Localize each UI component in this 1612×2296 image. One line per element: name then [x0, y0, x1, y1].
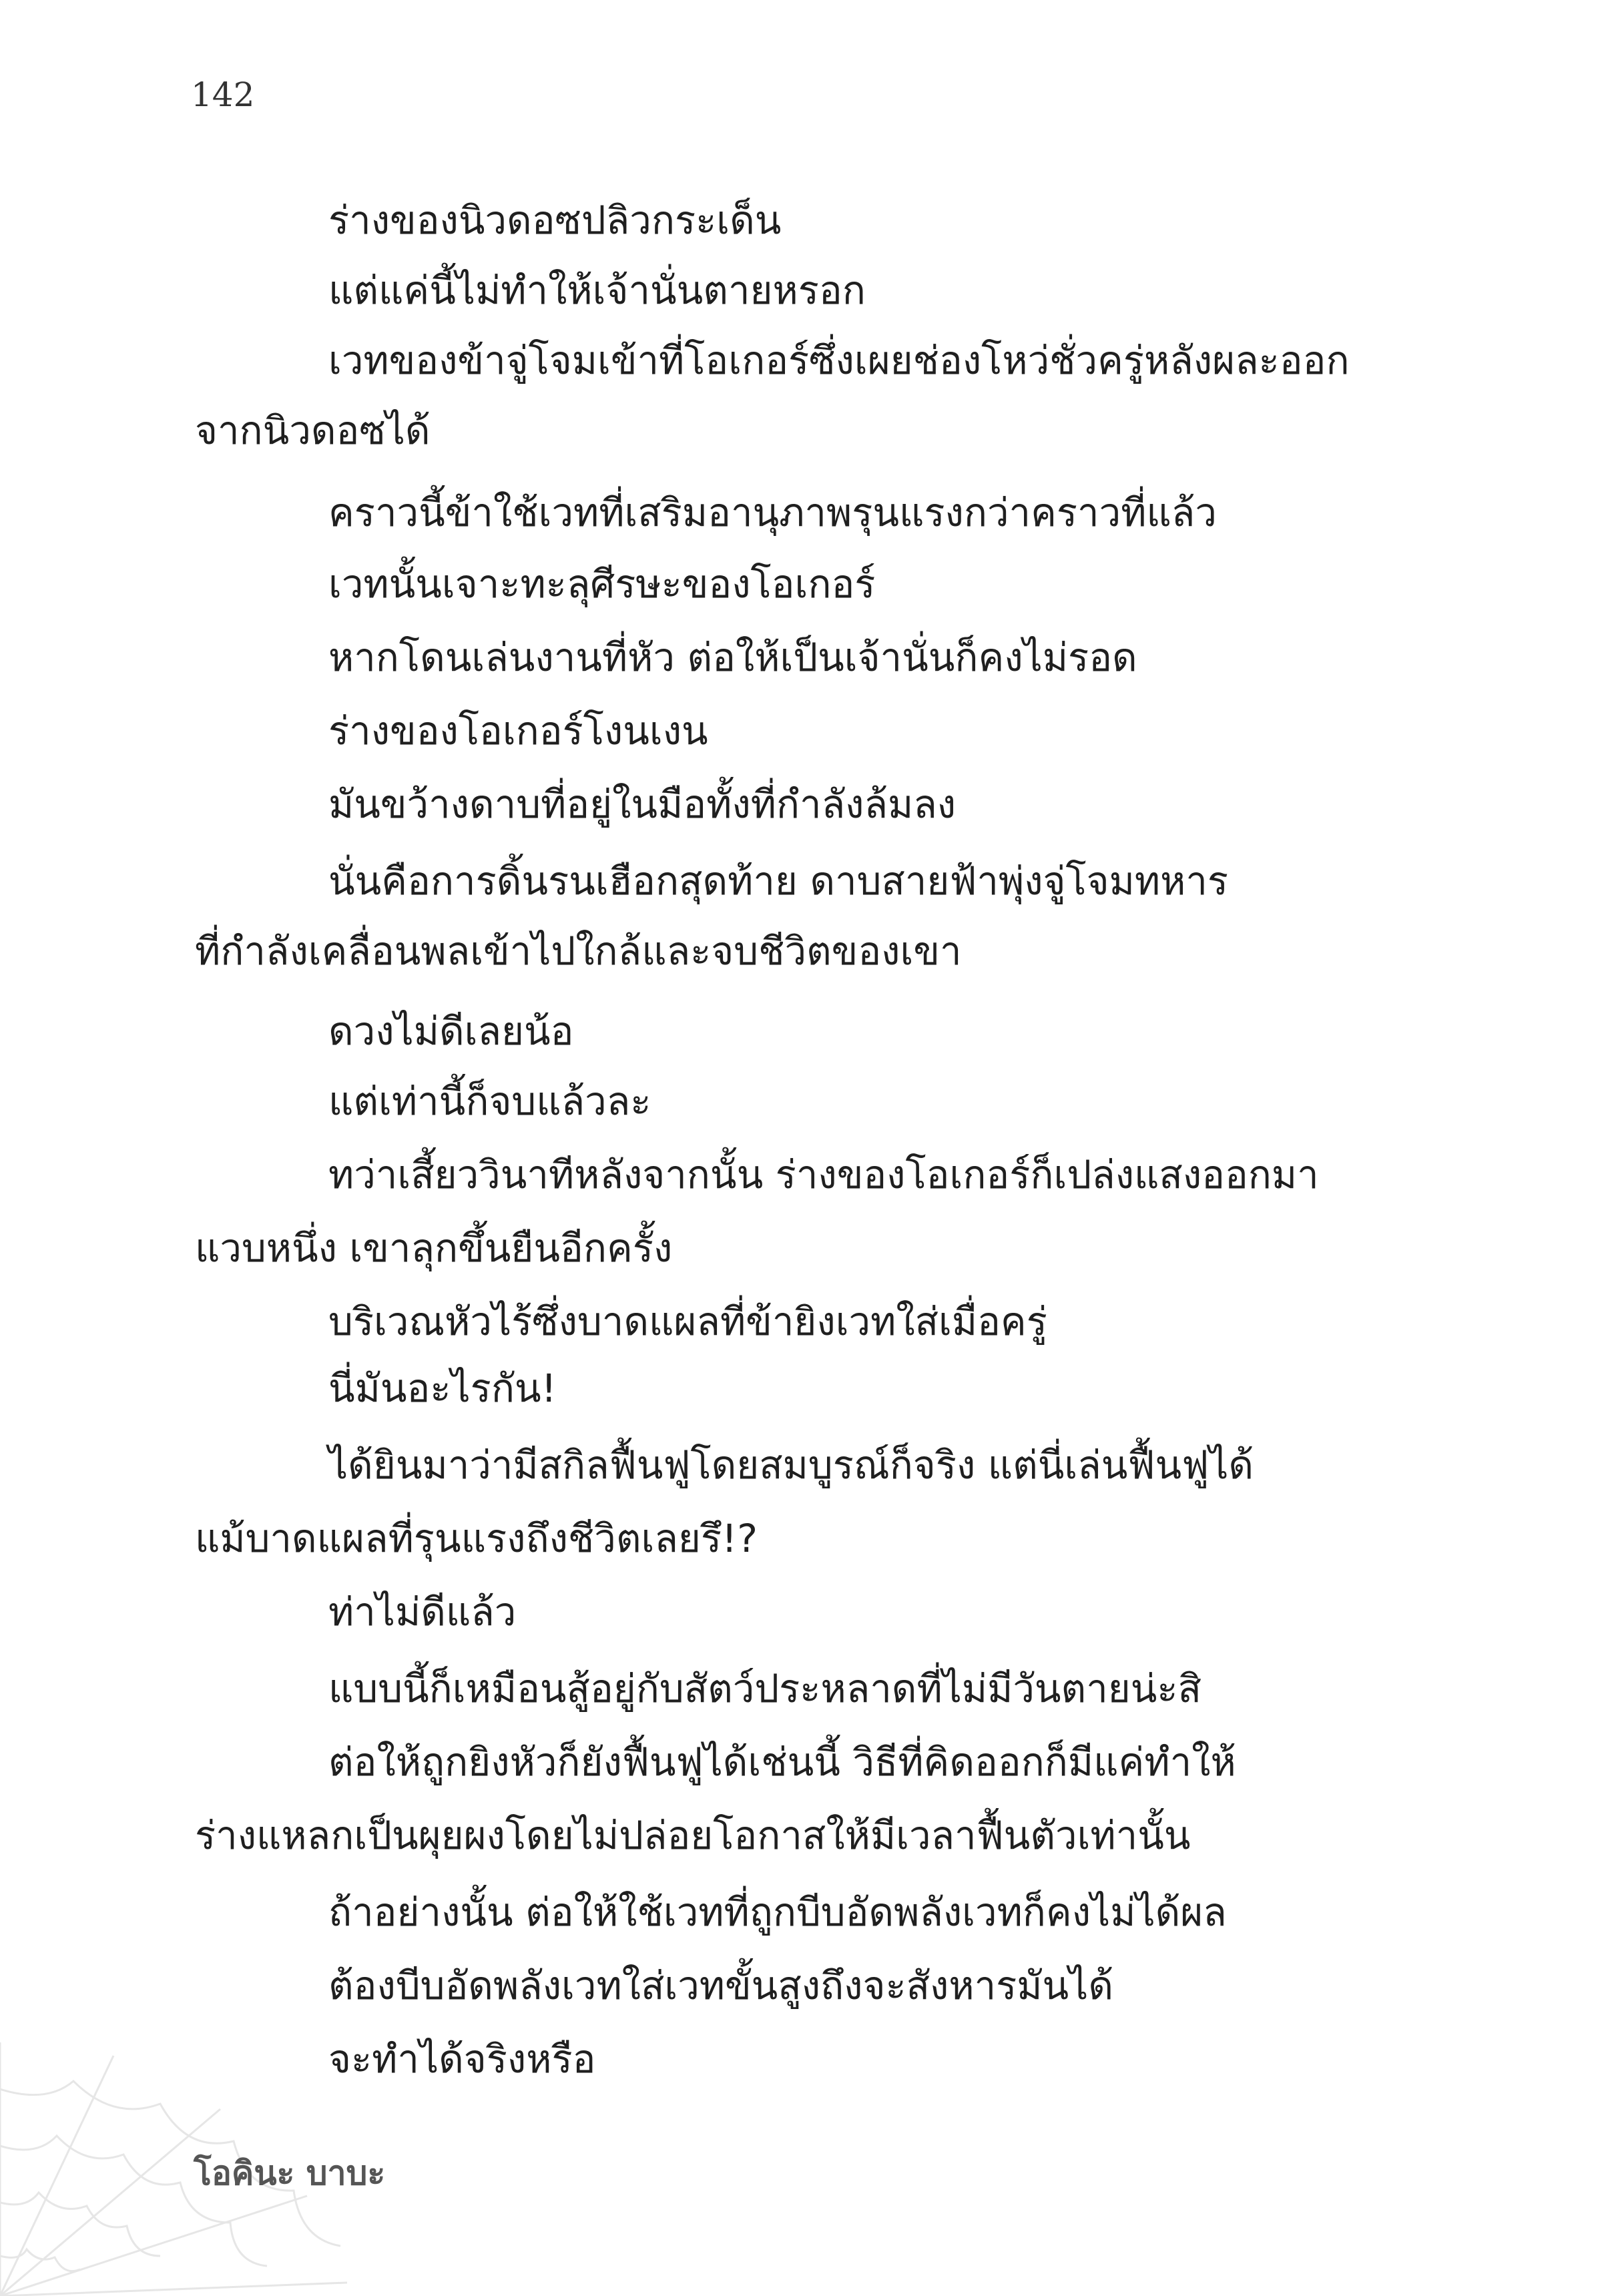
text-line: ร่างแหลกเป็นผุยผงโดยไม่ปล่อยโอกาสให้มีเวลาฟื้นตัวเท่านั้น	[195, 1813, 1191, 1858]
text-line: ร่างของนิวดอซปลิวกระเด็น	[328, 198, 782, 243]
text-line: จากนิวดอซได้	[195, 408, 431, 453]
text-line: ดวงไม่ดีเลยน้อ	[328, 1009, 574, 1054]
text-line: ต่อให้ถูกยิงหัวก็ยังฟื้นฟูได้เช่นนี้ วิธีที่คิดออกก็มีแค่ทำให้	[328, 1739, 1236, 1785]
spider-web-icon	[0, 2002, 347, 2296]
text-line: ต้องบีบอัดพลังเวทใส่เวทขั้นสูงถึงจะสังหารมันได้	[328, 1963, 1114, 2008]
footer-author: โอคินะ บาบะ	[194, 2154, 386, 2193]
text-line: แต่เท่านี้ก็จบแล้วละ	[328, 1079, 651, 1124]
text-line: บริเวณหัวไร้ซึ่งบาดแผลที่ข้ายิงเวทใส่เมื่อครู่	[328, 1299, 1047, 1344]
text-line: หากโดนเล่นงานที่หัว ต่อให้เป็นเจ้านั่นก็คงไม่รอด	[328, 635, 1137, 680]
text-line: แม้บาดแผลที่รุนแรงถึงชีวิตเลยรึ!?	[195, 1516, 758, 1561]
text-line: ที่กำลังเคลื่อนพลเข้าไปใกล้และจบชีวิตของเขา	[195, 928, 962, 974]
text-line: แบบนี้ก็เหมือนสู้อยู่กับสัตว์ประหลาดที่ไม่มีวันตายน่ะสิ	[328, 1666, 1201, 1711]
text-line: เวทนั้นเจาะทะลุศีรษะของโอเกอร์	[328, 561, 876, 607]
text-line: แวบหนึ่ง เขาลุกขึ้นยืนอีกครั้ง	[195, 1225, 673, 1271]
text-line: เวทของข้าจู่โจมเข้าที่โอเกอร์ซึ่งเผยช่องโหว่ชั่วครู่หลังผละออก	[328, 338, 1350, 383]
text-line: มันขว้างดาบที่อยู่ในมือทั้งที่กำลังล้มลง	[328, 782, 957, 827]
text-line: คราวนี้ข้าใช้เวทที่เสริมอานุภาพรุนแรงกว่าคราวที่แล้ว	[328, 490, 1217, 535]
text-line: ได้ยินมาว่ามีสกิลฟื้นฟูโดยสมบูรณ์ก็จริง แต่นี่เล่นฟื้นฟูได้	[328, 1442, 1254, 1488]
text-line: จะทำได้จริงหรือ	[328, 2036, 596, 2082]
text-line: แต่แค่นี้ไม่ทำให้เจ้านั่นตายหรอก	[328, 268, 866, 313]
text-line: ร่างของโอเกอร์โงนเงน	[328, 708, 708, 754]
text-line: นี่มันอะไรกัน!	[328, 1366, 557, 1411]
text-line: ทว่าเสี้ยววินาทีหลังจากนั้น ร่างของโอเกอร์ก็เปล่งแสงออกมา	[328, 1152, 1319, 1197]
page-number: 142	[191, 75, 255, 114]
text-line: ถ้าอย่างนั้น ต่อให้ใช้เวทที่ถูกบีบอัดพลังเวทก็คงไม่ได้ผล	[328, 1890, 1227, 1935]
text-line: นั่นคือการดิ้นรนเฮือกสุดท้าย ดาบสายฟ้าพุ่งจู่โจมทหาร	[328, 858, 1229, 904]
text-line: ท่าไม่ดีแล้ว	[328, 1589, 517, 1635]
